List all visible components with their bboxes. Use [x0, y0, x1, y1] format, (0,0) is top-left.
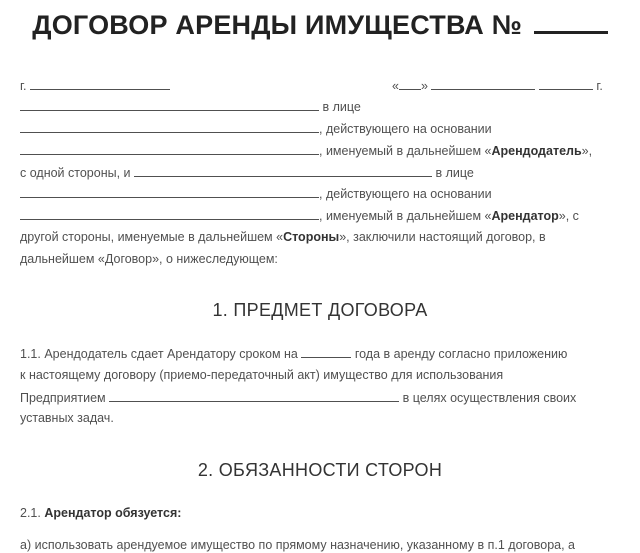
preamble-line-2 — [20, 98, 620, 115]
date-open-quote: « — [392, 79, 399, 93]
one-side-label: с одной стороны, и — [20, 166, 131, 180]
lessee-basis-blank[interactable] — [20, 207, 319, 220]
clause-1-1-line-3 — [20, 389, 620, 406]
date-close-quote: » — [420, 79, 428, 93]
section-1-heading: 1. ПРЕДМЕТ ДОГОВОРА — [212, 300, 428, 320]
clause-2-1-number: 2.1. — [20, 506, 41, 520]
clause-1-1-line-1 — [20, 345, 620, 362]
term-years-blank[interactable] — [301, 345, 351, 358]
in-person-label-2: в лице — [435, 166, 474, 180]
clause-2-1 — [20, 505, 620, 521]
city-prefix: г. — [20, 79, 27, 93]
clause-1-1-line-2 — [20, 367, 620, 383]
lessee-name-blank[interactable] — [134, 164, 432, 177]
lessee-term: Арендатор — [491, 209, 559, 223]
acting-basis-label-2: , действующего на основании — [319, 187, 492, 201]
other-side-label: другой стороны, именуемые в дальнейшем « — [20, 230, 284, 244]
enterprise-blank[interactable] — [109, 389, 399, 402]
lessee-term-close: », с — [558, 209, 579, 223]
title-text: ДОГОВОР АРЕНДЫ ИМУЩЕСТВА № — [32, 10, 522, 40]
contract-number-blank[interactable] — [534, 6, 608, 34]
preamble-line-3 — [20, 120, 620, 137]
preamble-line-4 — [20, 142, 620, 159]
document-title — [0, 6, 640, 41]
clause-1-1-line-4 — [20, 410, 620, 426]
parties-term: Стороны — [283, 230, 340, 244]
lessor-term: Арендодатель — [491, 144, 582, 158]
acting-basis-label: , действующего на основании — [319, 122, 492, 136]
lessor-basis-blank[interactable] — [20, 142, 319, 155]
in-person-label: в лице — [322, 100, 361, 114]
city-blank[interactable] — [30, 77, 170, 90]
lessee-obligations-label: Арендатор обязуется: — [44, 506, 182, 520]
lessee-representative-blank[interactable] — [20, 185, 319, 198]
clause-1-1-text-e: в целях осуществления своих — [402, 391, 577, 405]
year-blank[interactable] — [539, 77, 593, 90]
following-label: дальнейшем «Договор», о нижеследующем: — [20, 252, 278, 266]
header-line — [20, 77, 620, 94]
preamble-line-8 — [20, 229, 620, 245]
clause-1-1-text-d: Предприятием — [20, 391, 106, 405]
preamble-line-6 — [20, 185, 620, 202]
hereinafter-label-2: , именуемый в дальнейшем « — [319, 209, 492, 223]
month-blank[interactable] — [431, 77, 535, 90]
clause-2-1-a — [20, 537, 620, 553]
concluded-label: », заключили настоящий договор, в — [339, 230, 546, 244]
clause-1-1-text-b: года в аренду согласно приложению — [354, 347, 568, 361]
lessor-term-close: », — [581, 144, 593, 158]
lessor-representative-blank[interactable] — [20, 120, 319, 133]
hereinafter-label: , именуемый в дальнейшем « — [319, 144, 492, 158]
lessor-name-blank[interactable] — [20, 98, 319, 111]
year-suffix: г. — [596, 79, 603, 93]
preamble-line-7 — [20, 207, 620, 224]
preamble-line-9 — [20, 251, 620, 267]
section-2-heading: 2. ОБЯЗАННОСТИ СТОРОН — [197, 460, 443, 480]
clause-2-1-a-text: а) использовать арендуемое имущество по прямому назначению, указанному в п.1 договора, а — [20, 538, 576, 552]
clause-1-1-text-a: 1.1. Арендодатель сдает Арендатору сроком на — [20, 347, 298, 361]
day-blank[interactable] — [399, 77, 421, 90]
clause-1-1-text-f: уставных задач. — [20, 411, 114, 425]
preamble-line-5 — [20, 164, 620, 181]
clause-1-1-text-c: к настоящему договору (приемо-передаточный акт) имущество для использования — [20, 368, 504, 382]
